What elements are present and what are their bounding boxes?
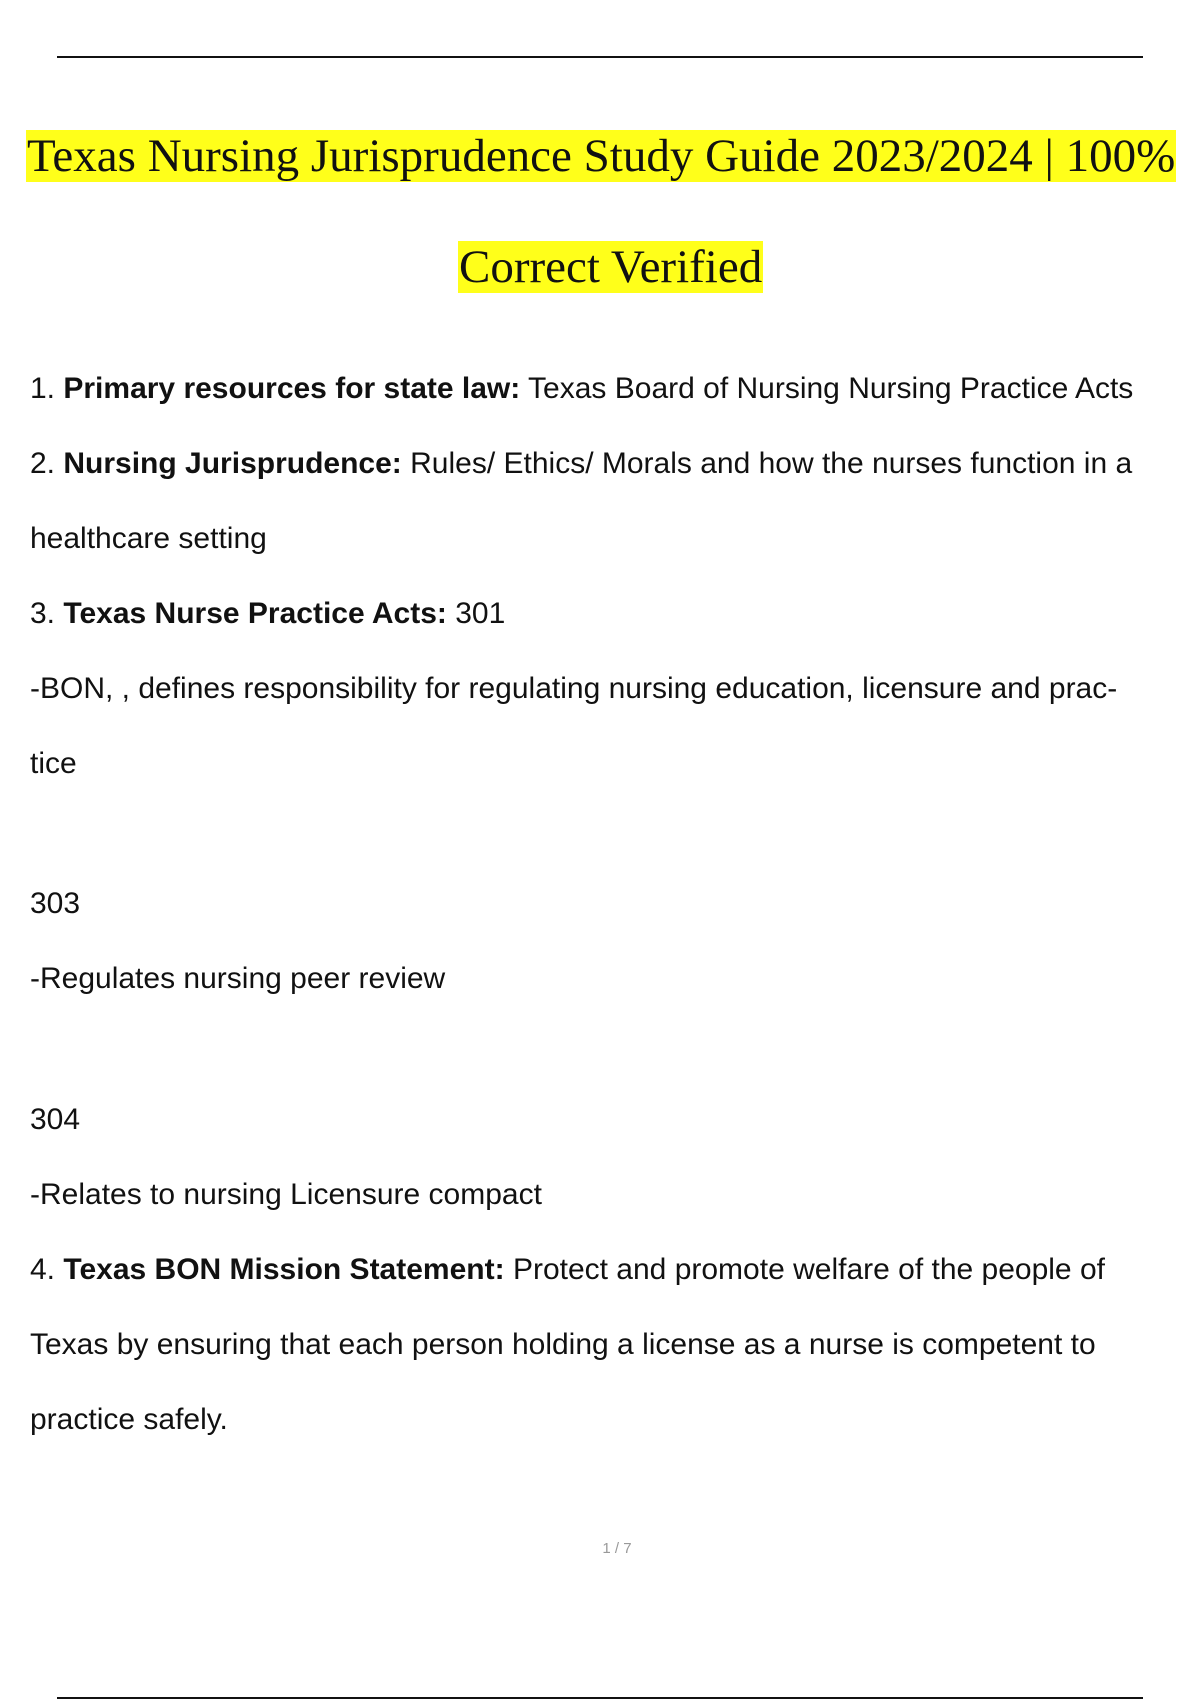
item-1 (30, 369, 1133, 409)
bottom-rule (57, 1697, 1143, 1699)
item-3-line: -BON, , defines responsibility for regulating nursing education, licensure and prac- (30, 672, 1118, 705)
item-3-line: -Regulates nursing peer review (30, 962, 446, 995)
title-line-1: Texas Nursing Jurisprudence Study Guide 2023/2024 | 100% (27, 130, 1176, 182)
item-3-line: -Relates to nursing Licensure compact (30, 1178, 542, 1211)
item-term: Primary resources for state law: (63, 372, 521, 405)
item-number: 3. (30, 597, 56, 630)
item-4 (30, 1250, 1105, 1290)
title-line-2: Correct Verified (459, 241, 763, 293)
item-4-continuation: practice safely. (30, 1403, 228, 1436)
item-3-line: tice (30, 747, 77, 780)
item-text: Rules/ Ethics/ Morals and how the nurses function in a (410, 447, 1133, 480)
document-title-continued (458, 239, 763, 295)
item-3 (30, 594, 505, 634)
item-2-continuation: healthcare setting (30, 522, 267, 555)
top-rule (57, 56, 1143, 58)
item-text: Texas Board of Nursing Nursing Practice Acts (528, 372, 1134, 405)
item-term: Nursing Jurisprudence: (63, 447, 402, 480)
item-number: 2. (30, 447, 56, 480)
item-text: 301 (455, 597, 506, 630)
item-3-line: 303 (30, 887, 81, 920)
item-number: 4. (30, 1253, 56, 1286)
item-term: Texas BON Mission Statement: (63, 1253, 505, 1286)
item-number: 1. (30, 372, 56, 405)
item-3-line: 304 (30, 1103, 81, 1136)
item-text: Protect and promote welfare of the people of (512, 1253, 1105, 1286)
item-term: Texas Nurse Practice Acts: (63, 597, 447, 630)
page-number: 1 / 7 (602, 1540, 632, 1557)
item-2 (30, 444, 1132, 484)
document-title (26, 128, 1176, 184)
item-4-continuation: Texas by ensuring that each person holding a license as a nurse is competent to (30, 1328, 1096, 1361)
